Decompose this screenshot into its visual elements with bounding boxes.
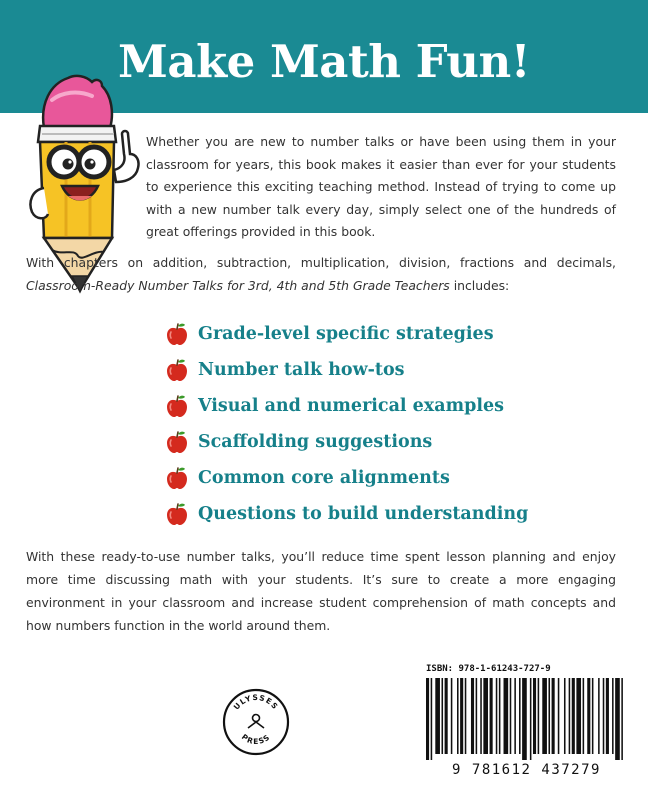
apple-icon (166, 322, 188, 346)
barcode-bar (522, 678, 527, 760)
barcode-bar (615, 678, 620, 760)
barcode-block (420, 660, 633, 790)
bullet-text: Grade-level specific strategies (198, 324, 494, 344)
page-title: Make Math Fun! (118, 35, 530, 88)
chapters-tail: includes: (449, 277, 510, 293)
barcode-bar (558, 678, 560, 754)
barcode-bar (519, 678, 521, 754)
publisher-bottom-word: PRESS (239, 732, 273, 747)
apple-icon (166, 502, 188, 526)
barcode-bar (603, 678, 605, 754)
barcode-bar (451, 678, 453, 754)
bullet-text: Visual and numerical examples (198, 396, 504, 416)
list-item (166, 460, 606, 496)
barcode-bar (490, 678, 493, 754)
barcode-bar (587, 678, 590, 754)
barcode-bar (499, 678, 501, 754)
barcode-bar (431, 678, 433, 760)
barcode-bar (598, 678, 600, 754)
list-item (166, 424, 606, 460)
barcode-bar (483, 678, 488, 754)
barcode-bar (533, 678, 536, 754)
barcode-bar (460, 678, 463, 754)
barcode-bar (564, 678, 566, 754)
barcode-bar (542, 678, 547, 754)
barcode-bar (476, 678, 478, 754)
barcode-bar (426, 678, 429, 760)
list-item (166, 316, 606, 352)
barcode-bar (445, 678, 448, 754)
bullet-text: Questions to build understanding (198, 504, 529, 524)
apple-icon (166, 466, 188, 490)
apple-icon (166, 394, 188, 418)
barcode-bar (552, 678, 555, 754)
barcode-icon (426, 678, 626, 760)
barcode-bar (471, 678, 474, 754)
bullet-text: Number talk how-tos (198, 360, 405, 380)
barcode-bar (569, 678, 571, 754)
barcode-bar (465, 678, 467, 754)
chapters-paragraph (26, 252, 616, 297)
publisher-logo (222, 688, 290, 756)
bullet-text: Scaffolding suggestions (198, 432, 433, 452)
barcode-bar (612, 678, 614, 754)
publisher-top-word: ULYSSES (231, 692, 281, 712)
feature-list (166, 316, 606, 532)
barcode-bar (442, 678, 444, 754)
barcode-bar (576, 678, 581, 754)
barcode-bar (606, 678, 609, 754)
barcode-bar (496, 678, 498, 754)
barcode-bar (548, 678, 550, 754)
intro-paragraph: Whether you are new to number talks or have been using them in your classroom for years, this book makes it easier than ever for your students to experience this exciting teaching method. Instead of trying to come up with a new number talk every day, simply select one of the hundreds of great offerings provided in this book. (146, 134, 616, 240)
closing-paragraph: With these ready-to-use number talks, you’ll reduce time spent lesson planning and enjoy more time discussing math with your students. It’s sure to create a more engaging environment in your classroom and increase student comprehension of math concepts and how numbers function in the world around them. (26, 549, 616, 633)
barcode-bar (572, 678, 575, 754)
bullet-text: Common core alignments (198, 468, 450, 488)
barcode-bar (530, 678, 532, 760)
barcode-bar (480, 678, 482, 754)
book-title: Classroom-Ready Number Talks for 3rd, 4th and 5th Grade Teachers (26, 277, 450, 293)
list-item (166, 352, 606, 388)
isbn-label: ISBN: 978-1-61243-727-9 (426, 664, 551, 674)
barcode-bar (504, 678, 509, 754)
barcode-digits: 9 781612 437279 (452, 762, 601, 778)
list-item (166, 496, 606, 532)
barcode-bar (514, 678, 516, 754)
barcode-bar (538, 678, 540, 754)
barcode-bar (583, 678, 585, 754)
barcode-bar (621, 678, 623, 760)
barcode-bar (457, 678, 459, 754)
apple-icon (166, 430, 188, 454)
barcode-bar (435, 678, 440, 754)
barcode-bar (510, 678, 512, 754)
barcode-bar (592, 678, 594, 754)
chapters-lead: With chapters on addition, subtraction, multiplication, division, fractions and decimals, (26, 255, 616, 270)
apple-icon (166, 358, 188, 382)
list-item (166, 388, 606, 424)
